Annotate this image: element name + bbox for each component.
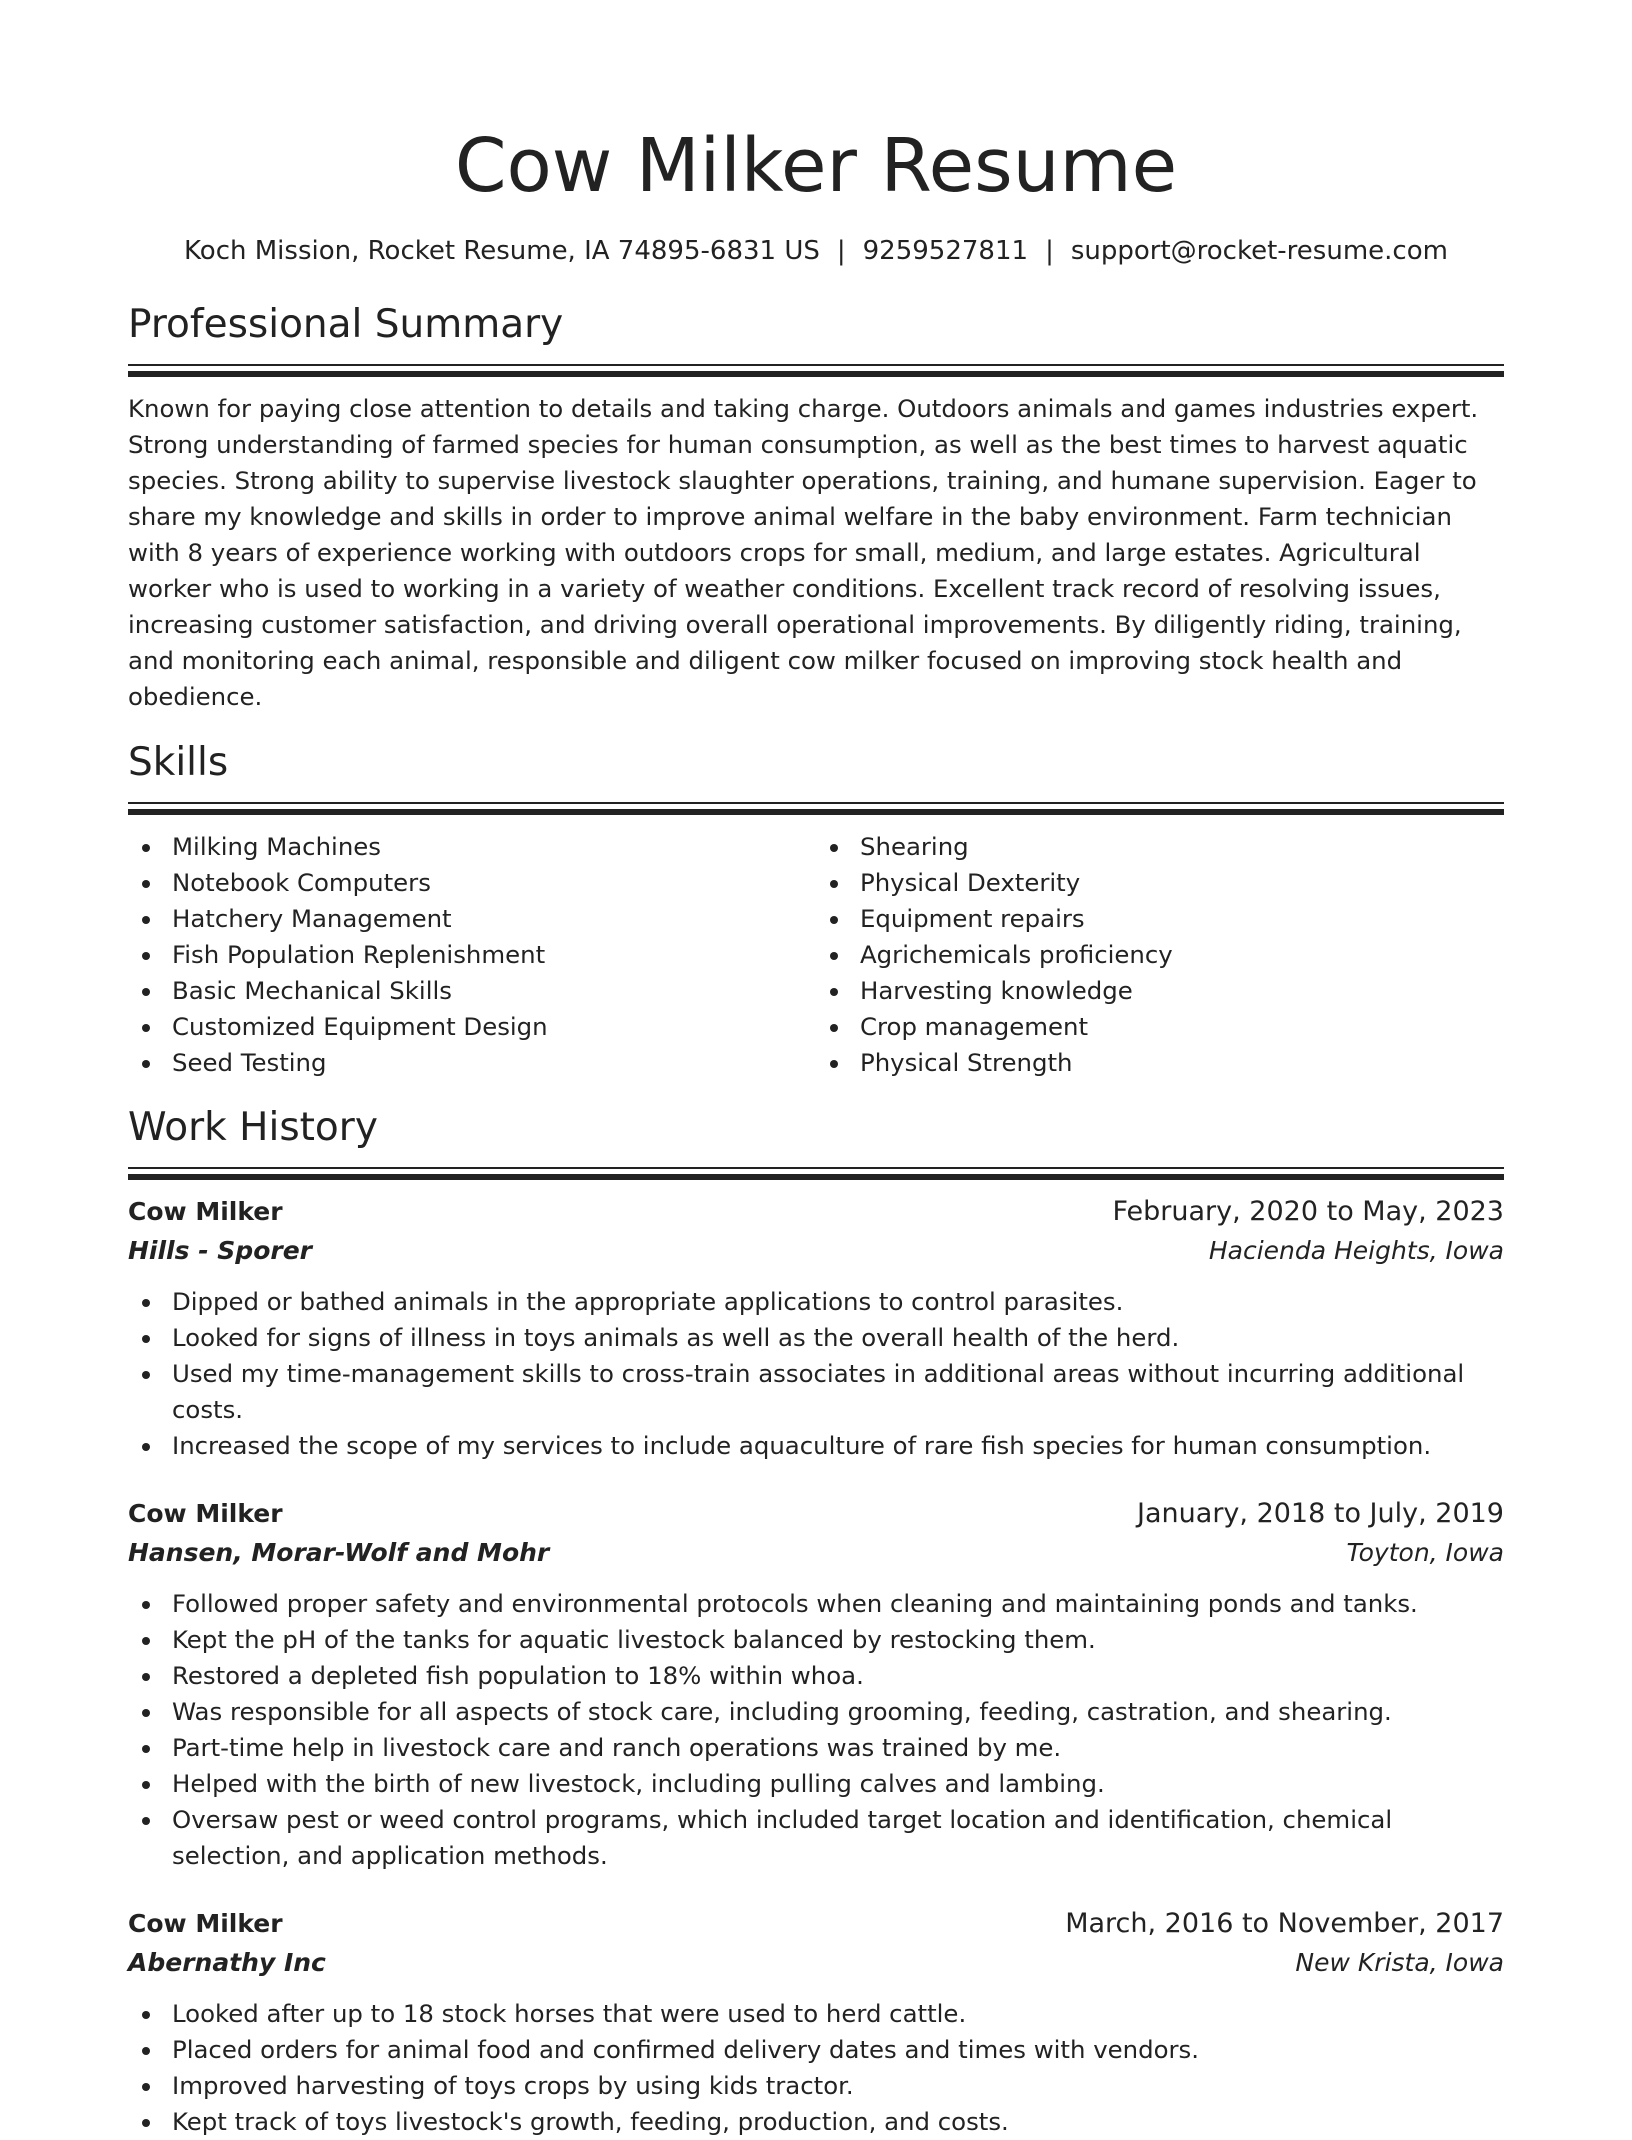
contact-phone: 9259527811 <box>862 236 1029 266</box>
job-bullets <box>128 1586 1504 1874</box>
section-title-skills: Skills <box>128 740 229 785</box>
job-title: Cow Milker <box>128 1909 283 1938</box>
job-bullet: Restored a depleted fish population to 18% within whoa. <box>128 1658 1504 1694</box>
skill-item: Fish Population Replenishment <box>128 937 816 973</box>
job-company: Abernathy Inc <box>128 1948 326 1977</box>
job-company: Hills - Sporer <box>128 1236 312 1265</box>
skill-item: Physical Strength <box>816 1045 1504 1081</box>
skill-item: Notebook Computers <box>128 865 816 901</box>
job-employer-row <box>128 1232 1504 1270</box>
section-divider <box>128 802 1504 815</box>
resume-title: Cow Milker Resume <box>454 123 1178 209</box>
job-header-row <box>128 1494 1504 1534</box>
job-bullet: Dipped or bathed animals in the appropriate applications to control parasites. <box>128 1284 1504 1320</box>
contact-address: Koch Mission, Rocket Resume, IA 74895-6831 US <box>184 236 820 266</box>
job-bullet: Placed orders for animal food and confirmed delivery dates and times with vendors. <box>128 2032 1504 2068</box>
summary-text: Known for paying close attention to details and taking charge. Outdoors animals and games industries expert. Strong understanding of farmed species for human consumption, as well as the best times to harvest aquatic species. Strong ability to supervise livestock slaughter operations, training, and humane supervision. Eager to share my knowledge and skills in order to improve animal welfare in the baby environment. Farm technician with 8 years of experience working with outdoors crops for small, medium, and large estates. Agricultural worker who is used to working in a variety of weather conditions. Excellent track record of resolving issues, increasing customer satisfaction, and driving overall operational improvements. By diligently riding, training, and monitoring each animal, responsible and diligent cow milker focused on improving stock health and obedience. <box>128 394 1479 711</box>
job-bullet: Was responsible for all aspects of stock care, including grooming, feeding, castration, and shearing. <box>128 1694 1504 1730</box>
job-bullet: Increased the scope of my services to include aquaculture of rare fish species for human consumption. <box>128 1428 1504 1464</box>
job-location: Toyton, Iowa <box>1346 1538 1504 1567</box>
job-location: New Krista, Iowa <box>1295 1948 1504 1977</box>
job-dates: March, 2016 to November, 2017 <box>1065 1908 1504 1939</box>
job-bullet: Part-time help in livestock care and ranch operations was trained by me. <box>128 1730 1504 1766</box>
work-history-section <box>128 1103 1504 2140</box>
contact-email[interactable]: support@rocket-resume.com <box>1070 236 1448 266</box>
job-entry <box>128 1192 1504 1464</box>
skills-section <box>128 738 1504 1081</box>
job-title: Cow Milker <box>128 1197 283 1226</box>
job-bullet: Kept the pH of the tanks for aquatic livestock balanced by restocking them. <box>128 1622 1504 1658</box>
job-bullet: Oversaw pest or weed control programs, which included target location and identification, chemical selection, and application methods. <box>128 1802 1504 1874</box>
contact-separator: | <box>1045 236 1054 266</box>
skill-item: Harvesting knowledge <box>816 973 1504 1009</box>
professional-summary-section <box>128 300 1504 715</box>
job-bullet: Looked after up to 18 stock horses that were used to herd cattle. <box>128 1996 1504 2032</box>
contact-line <box>128 233 1504 269</box>
job-bullet: Followed proper safety and environmental protocols when cleaning and maintaining ponds and tanks. <box>128 1586 1504 1622</box>
job-bullets <box>128 1996 1504 2140</box>
job-bullet: Improved harvesting of toys crops by using kids tractor. <box>128 2068 1504 2104</box>
job-bullet: Used my time-management skills to cross-train associates in additional areas without incurring additional costs. <box>128 1356 1504 1428</box>
skill-item: Physical Dexterity <box>816 865 1504 901</box>
skill-item: Shearing <box>816 829 1504 865</box>
job-entry <box>128 1494 1504 1874</box>
job-bullets <box>128 1284 1504 1464</box>
job-entry <box>128 1904 1504 2140</box>
job-company: Hansen, Morar-Wolf and Mohr <box>128 1538 550 1567</box>
skill-item: Basic Mechanical Skills <box>128 973 816 1009</box>
job-employer-row <box>128 1944 1504 1982</box>
skills-list-right <box>816 829 1504 1081</box>
skill-item: Hatchery Management <box>128 901 816 937</box>
job-bullet: Helped with the birth of new livestock, including pulling calves and lambing. <box>128 1766 1504 1802</box>
section-divider <box>128 1167 1504 1180</box>
job-title: Cow Milker <box>128 1499 283 1528</box>
job-dates: February, 2020 to May, 2023 <box>1112 1196 1504 1227</box>
job-employer-row <box>128 1534 1504 1572</box>
job-bullet: Kept track of toys livestock's growth, feeding, production, and costs. <box>128 2104 1504 2140</box>
skill-item: Milking Machines <box>128 829 816 865</box>
job-dates: January, 2018 to July, 2019 <box>1137 1498 1504 1529</box>
job-header-row <box>128 1192 1504 1232</box>
section-title-professional-summary: Professional Summary <box>128 302 564 347</box>
skill-item: Agrichemicals proficiency <box>816 937 1504 973</box>
section-title-work-history: Work History <box>128 1105 378 1150</box>
job-header-row <box>128 1904 1504 1944</box>
contact-separator: | <box>836 236 846 266</box>
job-location: Hacienda Heights, Iowa <box>1208 1236 1504 1265</box>
section-divider <box>128 364 1504 377</box>
skill-item: Seed Testing <box>128 1045 816 1081</box>
skill-item: Customized Equipment Design <box>128 1009 816 1045</box>
job-bullet: Looked for signs of illness in toys animals as well as the overall health of the herd. <box>128 1320 1504 1356</box>
skills-list-left <box>128 829 816 1081</box>
skill-item: Crop management <box>816 1009 1504 1045</box>
skill-item: Equipment repairs <box>816 901 1504 937</box>
skills-columns <box>128 829 1504 1081</box>
